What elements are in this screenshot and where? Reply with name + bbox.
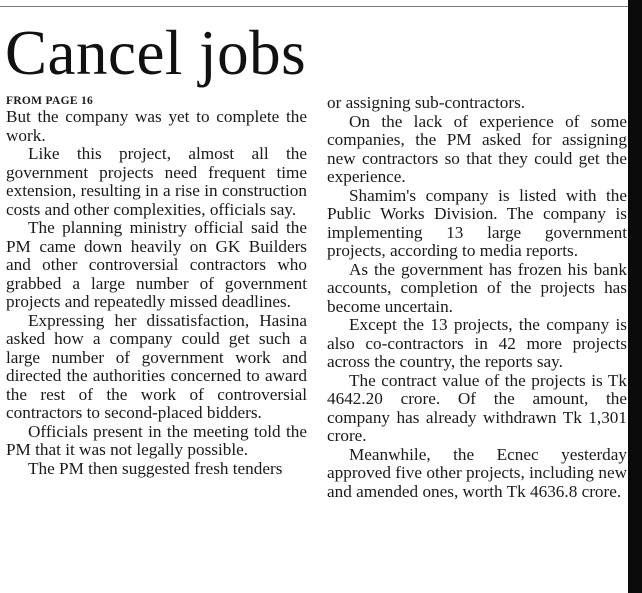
paragraph: Expressing her dissatisfaction, Hasina asked how a company could get such a large number of government work and directed the authorities concerned to award the rest of the work of controversial contractors to second-placed bidders. bbox=[6, 310, 307, 422]
paragraph: Except the 13 projects, the company is also co-contractors in 42 more projects across the country, the reports say. bbox=[327, 315, 627, 371]
paragraph: The PM then suggested fresh tenders bbox=[28, 458, 283, 478]
continuation-kicker: FROM PAGE 16 bbox=[6, 95, 94, 107]
paragraph: Like this project, almost all the government projects need frequent time extension, resulting in a rise in construction costs and other complexities, officials say. bbox=[6, 144, 307, 219]
paragraph: The contract value of the projects is Tk 4642.20 crore. Of the amount, the company has already withdrawn Tk 1,301 crore. bbox=[327, 370, 627, 445]
paragraph: The planning ministry official said the PM came down heavily on GK Builders and other controversial contractors who grabbed a large number of government projects and repeatedly missed deadlines. bbox=[6, 218, 307, 311]
paragraph: On the lack of experience of some companies, the PM asked for assigning new contractors so that they could get the experience. bbox=[327, 111, 627, 186]
paragraph: But the company was yet to complete the work. bbox=[6, 107, 307, 145]
paragraph: Meanwhile, the Ecnec yesterday approved five other projects, including new and amended ones, worth Tk 4636.8 crore. bbox=[327, 444, 627, 501]
page-edge-shadow bbox=[628, 0, 642, 593]
paragraph: Officials present in the meeting told the PM that it was not legally possible. bbox=[6, 421, 307, 459]
paragraph: Shamim's company is listed with the Public Works Division. The company is implementing 13 large government projects, according to media reports. bbox=[327, 185, 627, 260]
paragraph: As the government has frozen his bank accounts, completion of the projects has become uncertain. bbox=[327, 259, 627, 316]
article-column-right bbox=[327, 94, 627, 501]
headline: Cancel jobs bbox=[5, 18, 307, 88]
article-column-left bbox=[6, 94, 307, 478]
top-rule bbox=[0, 6, 628, 7]
paragraph: or assigning sub-contractors. bbox=[327, 93, 526, 112]
